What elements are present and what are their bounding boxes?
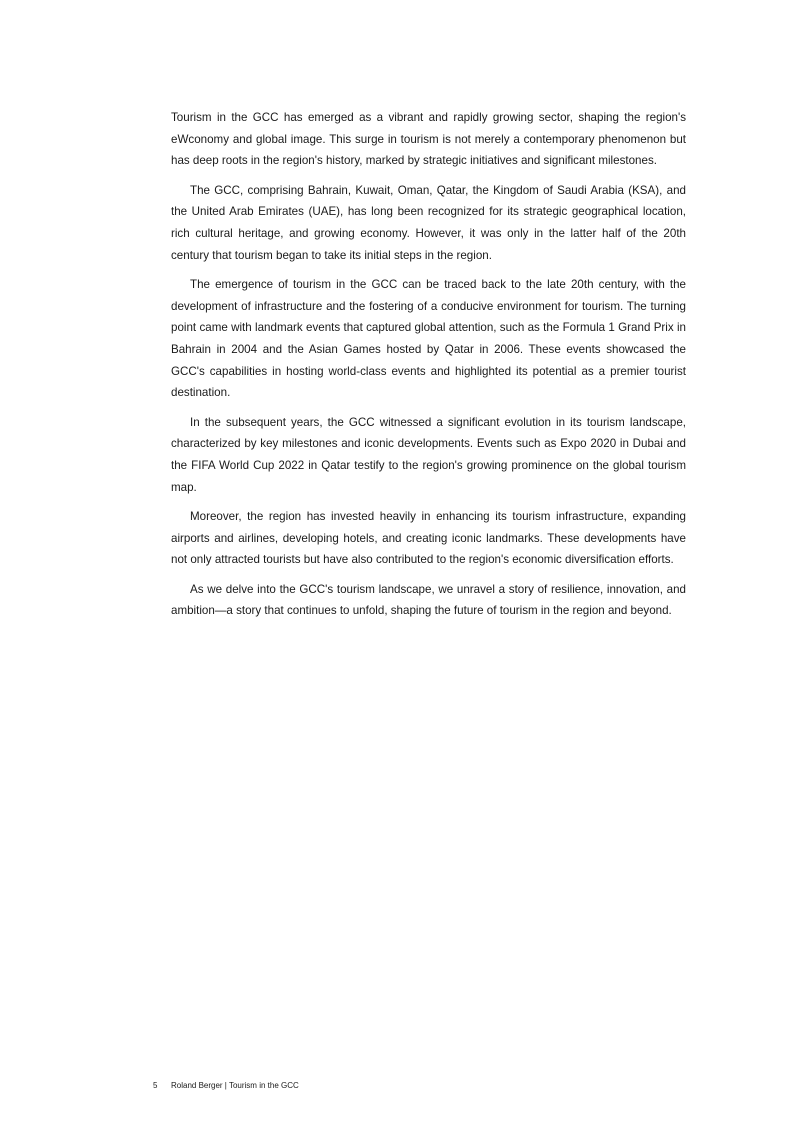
paragraph-evolution: In the subsequent years, the GCC witnessed a significant evolution in its tourism landscape, characterized by key milestones and iconic developments. Events such as Expo 2020 in Dubai and the FIFA World Cup 2022 in Qatar testify to the region's growing prominence on the global tourism map. bbox=[171, 415, 686, 494]
paragraph-conclusion: As we delve into the GCC's tourism landscape, we unravel a story of resilience, innovation, and ambition—a story that continues to unfold, shaping the future of tourism in the region and beyond. bbox=[171, 582, 686, 618]
page-footer bbox=[153, 1080, 299, 1092]
paragraph-investment: Moreover, the region has invested heavily in enhancing its tourism infrastructure, expanding airports and airlines, developing hotels, and creating iconic landmarks. These developments have not only attracted tourists but have also contributed to the region's economic diversification efforts. bbox=[171, 510, 686, 567]
page-number: 5 bbox=[153, 1081, 158, 1090]
body-text bbox=[171, 107, 686, 630]
paragraph-intro: Tourism in the GCC has emerged as a vibrant and rapidly growing sector, shaping the region's eWconomy and global image. This surge in tourism is not merely a contemporary phenomenon but has deep roots in the region's history, marked by strategic initiatives and significant milestones. bbox=[171, 111, 686, 168]
paragraph-emergence: The emergence of tourism in the GCC can be traced back to the late 20th century, with the development of infrastructure and the fostering of a conducive environment for tourism. The turning point came with landmark events that captured global attention, such as the Formula 1 Grand Prix in Bahrain in 2004 and the Asian Games hosted by Qatar in 2006. These events showcased the GCC's capabilities in hosting world-class events and highlighted its potential as a premier tourist destination. bbox=[171, 278, 686, 400]
footer-text: Roland Berger | Tourism in the GCC bbox=[171, 1081, 299, 1090]
paragraph-gcc-overview: The GCC, comprising Bahrain, Kuwait, Oman, Qatar, the Kingdom of Saudi Arabia (KSA), and the United Arab Emirates (UAE), has long been recognized for its strategic geographical location, rich cultural heritage, and growing economy. However, it was only in the latter half of the 20th century that tourism began to take its initial steps in the region. bbox=[171, 183, 686, 262]
